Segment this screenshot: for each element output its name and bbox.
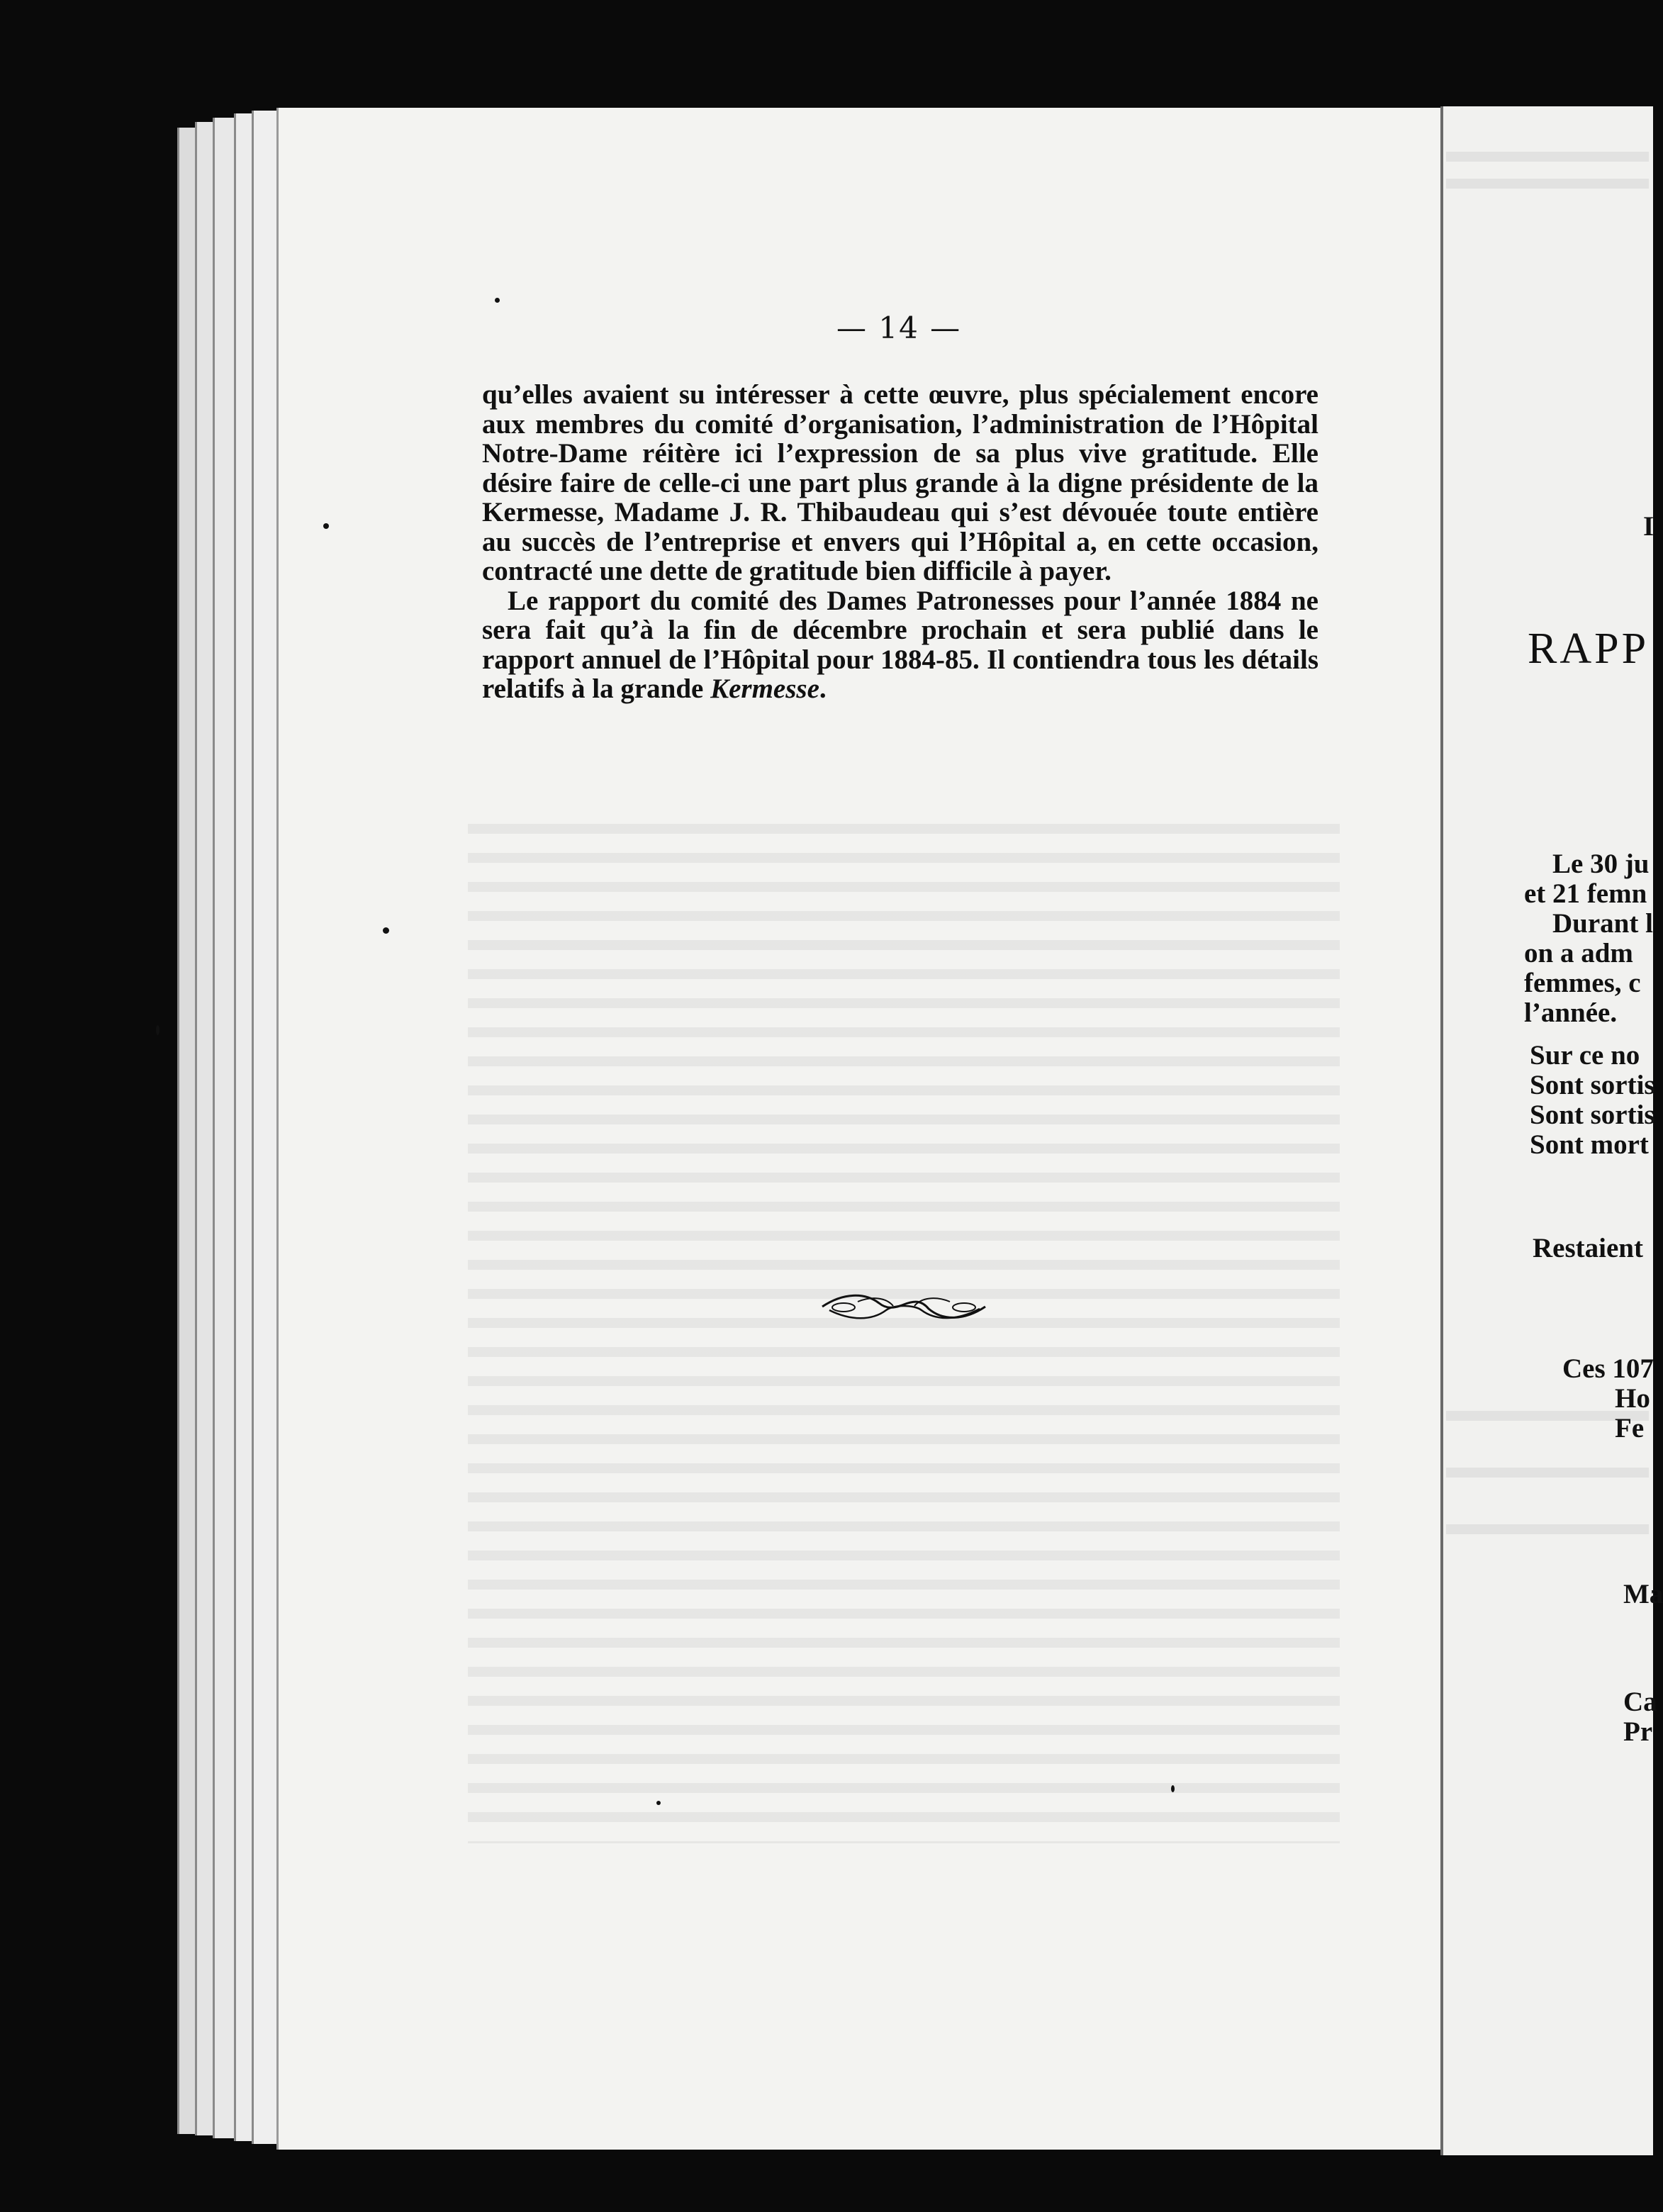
paragraph-rapport-end: . [819,674,827,704]
ornament-divider-icon [815,1289,992,1324]
right-fragment-a: I [1643,511,1654,542]
right-line: Le 30 ju [1552,849,1650,879]
right-line: Restaient [1533,1233,1643,1263]
right-page-title: RAPP [1528,625,1650,673]
speck [1171,1785,1175,1792]
bleed-through-text [468,808,1340,1843]
right-line: Pr [1623,1716,1653,1747]
kermesse-emphasis: Kermesse [710,674,819,704]
paragraph-gratitude: qu’elles avaient su intéresser à cette œuvre, plus spécialement encore aux membres du comité d’organisation, l’administration de l’Hôpital Notre-Dame réitère ici l’expression de sa plus vive gratitude. Elle désire faire de celle-ci une part plus grande à la digne présidente de la Kermesse, Madame J. R. Thibaudeau qui s’est dévouée toute entière au succès de l’entreprise et envers qui l’Hôpital a, en cette occasion, contracté une dette de gratitude bien difficile à payer. [482,379,1318,586]
speck [323,523,329,529]
right-line: Ma [1623,1579,1663,1609]
bleed-line [1446,1524,1649,1534]
right-line: Ca [1623,1687,1657,1717]
body-text [482,380,1318,704]
bleed-line [1446,1468,1649,1478]
right-line: Ho [1615,1383,1650,1414]
page-number: — 14 — [836,311,962,345]
speck [495,298,500,303]
paragraph-rapport-text: Le rapport du comité des Dames Patronesses pour l’année 1884 ne sera fait qu’à la fin de décembre prochain et sera publié dans le rapport annuel de l’Hôpital pour 1884-85. Il contiendra tous les détails relatifs à la grande [482,585,1318,704]
right-line: Sont mort [1530,1129,1649,1160]
right-line: Sont sortis [1530,1100,1655,1130]
bleed-line [1446,179,1649,189]
right-line: Durant l [1552,908,1653,939]
speck [383,927,389,934]
right-line: Sont sortis [1530,1070,1655,1100]
right-line: Fe [1615,1413,1645,1443]
right-line: l’année. [1524,998,1618,1028]
right-line: et 21 femn [1524,878,1647,909]
right-line: Ces 107 [1562,1353,1654,1384]
right-line: Sur ce no [1530,1040,1640,1071]
bleed-line [1446,152,1649,162]
speck [156,1025,159,1035]
paragraph-rapport [482,586,1318,704]
speck [656,1801,661,1805]
right-line: femmes, c [1524,968,1641,998]
right-line: on a adm [1524,938,1633,968]
